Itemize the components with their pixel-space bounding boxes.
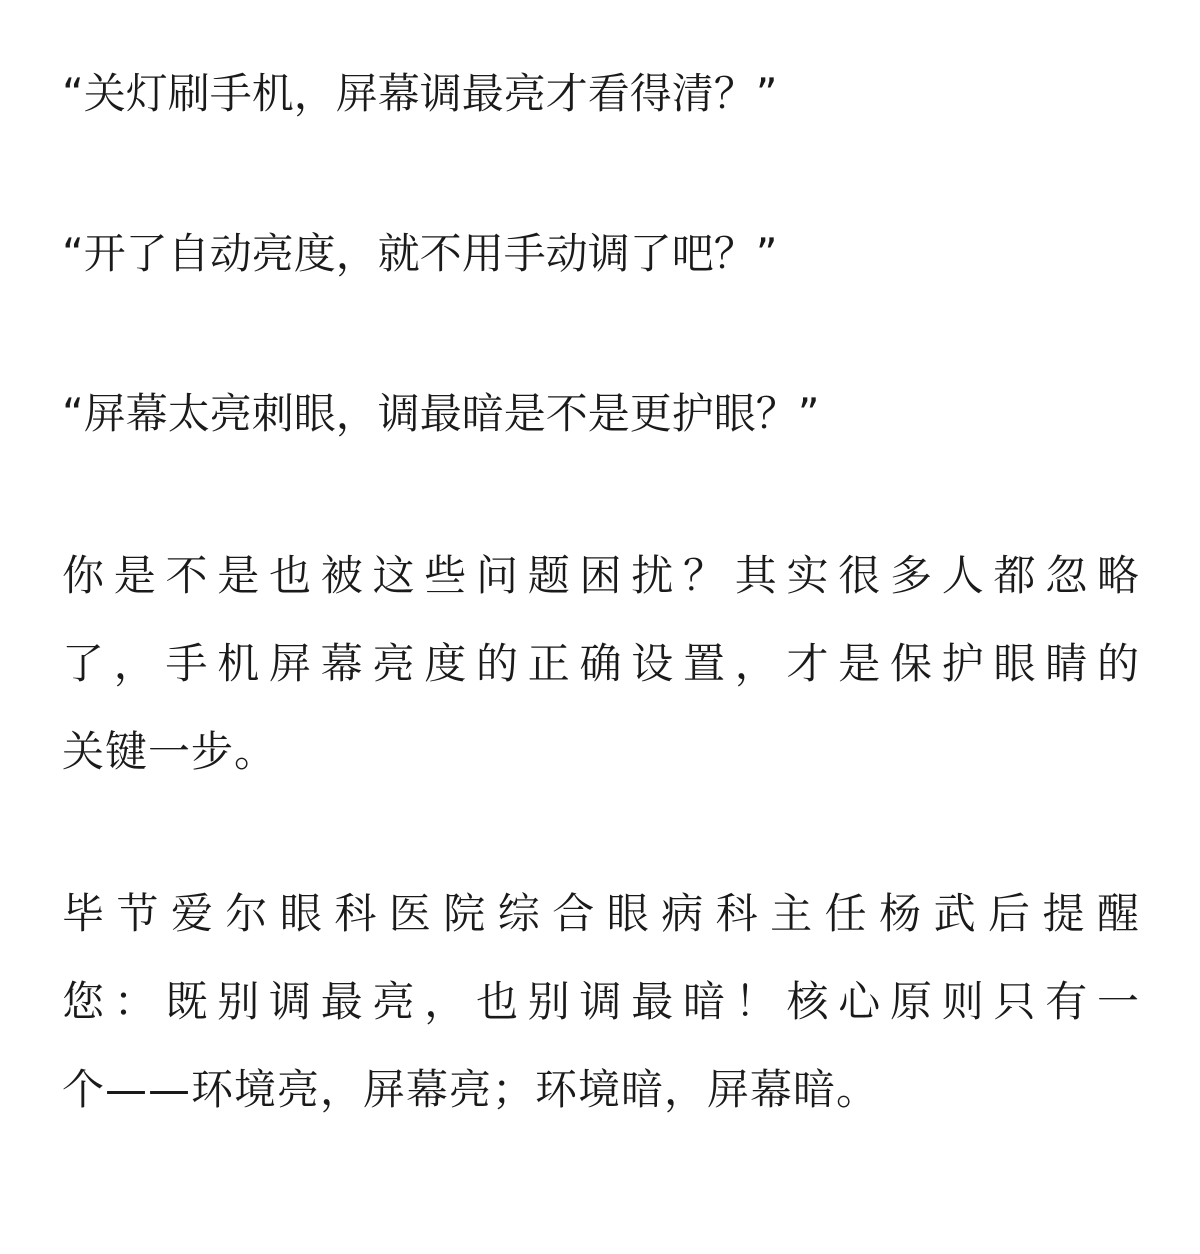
paragraph-line: 了，手机屏幕亮度的正确设置，才是保护眼睛的: [62, 639, 1140, 688]
paragraph-intro: [62, 532, 1140, 796]
paragraph-line: 关键一步。: [62, 727, 278, 776]
question-3: “屏幕太亮刺眼，调最暗是不是更护眼？”: [62, 389, 820, 438]
question-1: “关灯刷手机，屏幕调最亮才看得清？”: [62, 69, 778, 118]
question-2: “开了自动亮度，就不用手动调了吧？”: [62, 229, 778, 278]
paragraph-advice: [62, 870, 1140, 1134]
paragraph-line: 个——环境亮，屏幕亮；环境暗，屏幕暗。: [62, 1065, 880, 1114]
paragraph-line: 你是不是也被这些问题困扰？其实很多人都忽略: [62, 551, 1140, 600]
paragraph-line: 您：既别调最亮，也别调最暗！核心原则只有一: [62, 977, 1140, 1026]
paragraph-line: 毕节爱尔眼科医院综合眼病科主任杨武后提醒: [62, 889, 1140, 938]
